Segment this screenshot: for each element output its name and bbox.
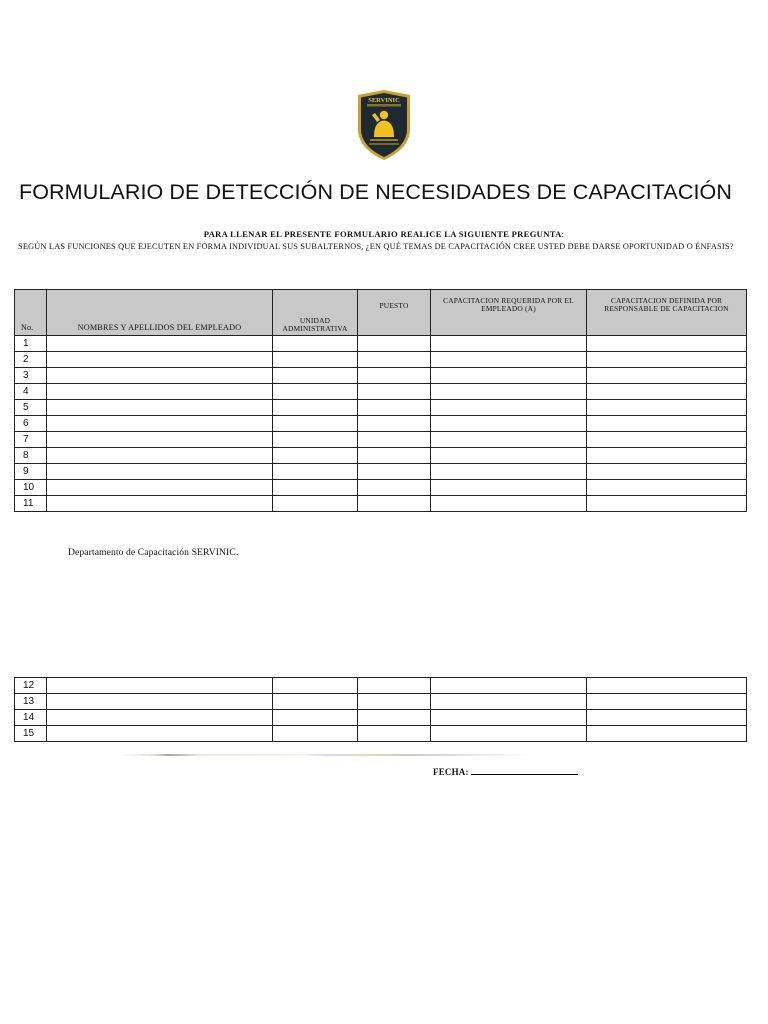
capacitacion-requerida-cell[interactable] [431, 496, 587, 512]
row-number: 6 [15, 416, 47, 432]
name-cell[interactable] [47, 480, 273, 496]
capacitacion-definida-cell[interactable] [587, 496, 747, 512]
unidad-cell[interactable] [273, 496, 358, 512]
date-label: FECHA [433, 767, 466, 777]
row-number: 4 [15, 384, 47, 400]
table-row [15, 710, 747, 726]
puesto-cell[interactable] [358, 678, 431, 694]
capacitacion-definida-cell[interactable] [587, 464, 747, 480]
puesto-cell[interactable] [358, 480, 431, 496]
table-row [15, 480, 747, 496]
row-number: 7 [15, 432, 47, 448]
unidad-cell[interactable] [273, 448, 358, 464]
name-cell[interactable] [47, 448, 273, 464]
name-cell[interactable] [47, 416, 273, 432]
name-cell[interactable] [47, 726, 273, 742]
unidad-cell[interactable] [273, 384, 358, 400]
capacitacion-definida-cell[interactable] [587, 336, 747, 352]
unidad-cell[interactable] [273, 710, 358, 726]
header-capacitacion-definida: CAPACITACION DEFINIDA POR RESPONSABLE DE CAPACITACION [587, 290, 747, 336]
puesto-cell[interactable] [358, 368, 431, 384]
table-row [15, 432, 747, 448]
capacitacion-definida-cell[interactable] [587, 400, 747, 416]
unidad-cell[interactable] [273, 352, 358, 368]
name-cell[interactable] [47, 336, 273, 352]
puesto-cell[interactable] [358, 448, 431, 464]
table-row [15, 352, 747, 368]
name-cell[interactable] [47, 496, 273, 512]
table-row [15, 464, 747, 480]
name-cell[interactable] [47, 368, 273, 384]
capacitacion-requerida-cell[interactable] [431, 352, 587, 368]
capacitacion-requerida-cell[interactable] [431, 432, 587, 448]
instructions-question: SEGÚN LAS FUNCIONES QUE EJECUTEN EN FORMA INDIVIDUAL SUS SUBALTERNOS, ¿EN QUÉ TEMAS DE CAPACITACIÓN CREE USTED DEBE DARSE OPORTUNIDAD O ÉNFASIS? [18, 242, 734, 251]
name-cell[interactable] [47, 710, 273, 726]
unidad-cell[interactable] [273, 336, 358, 352]
unidad-cell[interactable] [273, 368, 358, 384]
capacitacion-requerida-cell[interactable] [431, 694, 587, 710]
row-number: 15 [15, 726, 47, 742]
capacitacion-requerida-cell[interactable] [431, 726, 587, 742]
puesto-cell[interactable] [358, 710, 431, 726]
name-cell[interactable] [47, 384, 273, 400]
unidad-cell[interactable] [273, 416, 358, 432]
puesto-cell[interactable] [358, 432, 431, 448]
unidad-cell[interactable] [273, 678, 358, 694]
name-cell[interactable] [47, 400, 273, 416]
instructions-heading-colon: : [561, 229, 565, 239]
unidad-cell[interactable] [273, 694, 358, 710]
row-number: 11 [15, 496, 47, 512]
capacitacion-requerida-cell[interactable] [431, 480, 587, 496]
puesto-cell[interactable] [358, 694, 431, 710]
row-number: 12 [15, 678, 47, 694]
form-title: FORMULARIO DE DETECCIÓN DE NECESIDADES DE CAPACITACIÓN [19, 180, 732, 204]
capacitacion-definida-cell[interactable] [587, 694, 747, 710]
puesto-cell[interactable] [358, 464, 431, 480]
servinic-logo [355, 89, 413, 161]
name-cell[interactable] [47, 464, 273, 480]
decorative-divider [120, 754, 530, 756]
table-row [15, 384, 747, 400]
employee-table [14, 289, 747, 512]
unidad-cell[interactable] [273, 464, 358, 480]
puesto-cell[interactable] [358, 384, 431, 400]
table-row [15, 678, 747, 694]
row-number: 9 [15, 464, 47, 480]
instructions-heading [0, 229, 768, 239]
row-number: 5 [15, 400, 47, 416]
department-note: Departamento de Capacitación SERVINIC. [68, 547, 239, 558]
date-input-line[interactable] [471, 766, 578, 775]
date-field [433, 766, 578, 777]
employee-table-continued [14, 677, 747, 742]
instructions-heading-text: PARA LLENAR EL PRESENTE FORMULARIO REALICE LA SIGUIENTE PREGUNTA [203, 229, 562, 239]
header-no: No. [15, 290, 47, 336]
capacitacion-definida-cell[interactable] [587, 678, 747, 694]
capacitacion-definida-cell[interactable] [587, 352, 747, 368]
capacitacion-requerida-cell[interactable] [431, 368, 587, 384]
table-row [15, 368, 747, 384]
puesto-cell[interactable] [358, 726, 431, 742]
table-row [15, 336, 747, 352]
unidad-cell[interactable] [273, 400, 358, 416]
row-number: 3 [15, 368, 47, 384]
capacitacion-requerida-cell[interactable] [431, 464, 587, 480]
capacitacion-definida-cell[interactable] [587, 432, 747, 448]
puesto-cell[interactable] [358, 496, 431, 512]
puesto-cell[interactable] [358, 416, 431, 432]
capacitacion-requerida-cell[interactable] [431, 678, 587, 694]
capacitacion-definida-cell[interactable] [587, 416, 747, 432]
header-unidad: UNIDAD ADMINISTRATIVA [273, 290, 358, 336]
row-number: 13 [15, 694, 47, 710]
row-number: 8 [15, 448, 47, 464]
row-number: 10 [15, 480, 47, 496]
unidad-cell[interactable] [273, 726, 358, 742]
capacitacion-definida-cell[interactable] [587, 384, 747, 400]
row-number: 2 [15, 352, 47, 368]
capacitacion-requerida-cell[interactable] [431, 710, 587, 726]
table-row [15, 694, 747, 710]
name-cell[interactable] [47, 694, 273, 710]
table-row [15, 400, 747, 416]
capacitacion-requerida-cell[interactable] [431, 336, 587, 352]
svg-text:SERVINIC: SERVINIC [368, 97, 400, 104]
name-cell[interactable] [47, 352, 273, 368]
unidad-cell[interactable] [273, 480, 358, 496]
puesto-cell[interactable] [358, 400, 431, 416]
unidad-cell[interactable] [273, 432, 358, 448]
row-number: 14 [15, 710, 47, 726]
capacitacion-definida-cell[interactable] [587, 448, 747, 464]
table-row [15, 496, 747, 512]
capacitacion-requerida-cell[interactable] [431, 400, 587, 416]
header-capacitacion-requerida: CAPACITACION REQUERIDA POR EL EMPLEADO (A) [431, 290, 587, 336]
header-puesto: PUESTO [358, 290, 431, 336]
name-cell[interactable] [47, 678, 273, 694]
capacitacion-definida-cell[interactable] [587, 710, 747, 726]
date-colon: : [465, 767, 469, 777]
capacitacion-definida-cell[interactable] [587, 480, 747, 496]
table-row [15, 416, 747, 432]
row-number: 1 [15, 336, 47, 352]
header-names: NOMBRES Y APELLIDOS DEL EMPLEADO [47, 290, 273, 336]
capacitacion-requerida-cell[interactable] [431, 384, 587, 400]
table-header-row [15, 290, 747, 336]
table-row [15, 726, 747, 742]
capacitacion-definida-cell[interactable] [587, 726, 747, 742]
puesto-cell[interactable] [358, 352, 431, 368]
table-row [15, 448, 747, 464]
puesto-cell[interactable] [358, 336, 431, 352]
name-cell[interactable] [47, 432, 273, 448]
capacitacion-definida-cell[interactable] [587, 368, 747, 384]
capacitacion-requerida-cell[interactable] [431, 448, 587, 464]
capacitacion-requerida-cell[interactable] [431, 416, 587, 432]
